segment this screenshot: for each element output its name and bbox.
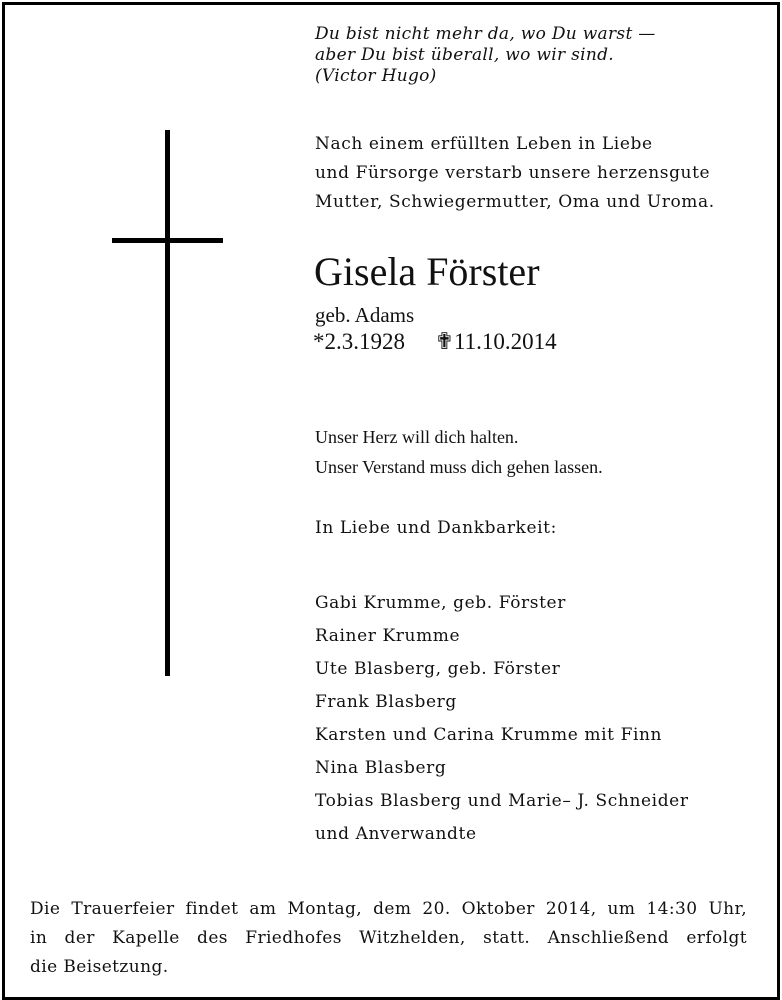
mourner-name: Rainer Krumme	[315, 626, 461, 646]
intro-text	[315, 130, 715, 217]
mourner-name: Frank Blasberg	[315, 692, 457, 712]
quote-block	[315, 24, 656, 87]
intro-line: und Fürsorge verstarb unsere herzensgute	[315, 163, 711, 183]
thanks-line: In Liebe und Dankbarkeit:	[315, 518, 557, 538]
quote-author: (Victor Hugo)	[315, 66, 437, 86]
quote-line: aber Du bist überall, wo wir sind.	[315, 45, 615, 65]
quote-line: Du bist nicht mehr da, wo Du warst —	[315, 24, 656, 44]
funeral-line: die Beisetzung.	[30, 957, 169, 977]
cross-vertical-bar	[165, 130, 170, 676]
deceased-name: Gisela Förster	[314, 249, 540, 294]
life-dates	[313, 328, 581, 356]
intro-line: Nach einem erfüllten Leben in Liebe	[315, 134, 653, 154]
mourner-name: Tobias Blasberg und Marie– J. Schneider	[315, 791, 689, 811]
maiden-name: geb. Adams	[315, 303, 415, 327]
mourner-name: Nina Blasberg	[315, 758, 447, 778]
funeral-line: in der Kapelle des Friedhofes Witzhelden, statt. Anschließend erfolgt	[30, 928, 747, 948]
mourner-name: Ute Blasberg, geb. Förster	[315, 659, 561, 679]
funeral-line: Die Trauerfeier findet am Montag, dem 20. Oktober 2014, um 14:30 Uhr,	[30, 899, 747, 919]
saying-line: Unser Verstand muss dich gehen lassen.	[315, 457, 603, 477]
death-date: ✟11.10.2014	[434, 329, 557, 354]
mourner-name: Gabi Krumme, geb. Förster	[315, 593, 566, 613]
saying-block	[315, 422, 603, 482]
intro-line: Mutter, Schwiegermutter, Oma und Uroma.	[315, 192, 715, 212]
birth-date: *2.3.1928	[313, 329, 405, 354]
mourner-name: und Anverwandte	[315, 824, 477, 844]
cross-horizontal-bar	[112, 238, 223, 243]
saying-line: Unser Herz will dich halten.	[315, 427, 519, 447]
funeral-notice	[30, 895, 747, 982]
mourners-list	[315, 587, 689, 851]
mourner-name: Karsten und Carina Krumme mit Finn	[315, 725, 663, 745]
